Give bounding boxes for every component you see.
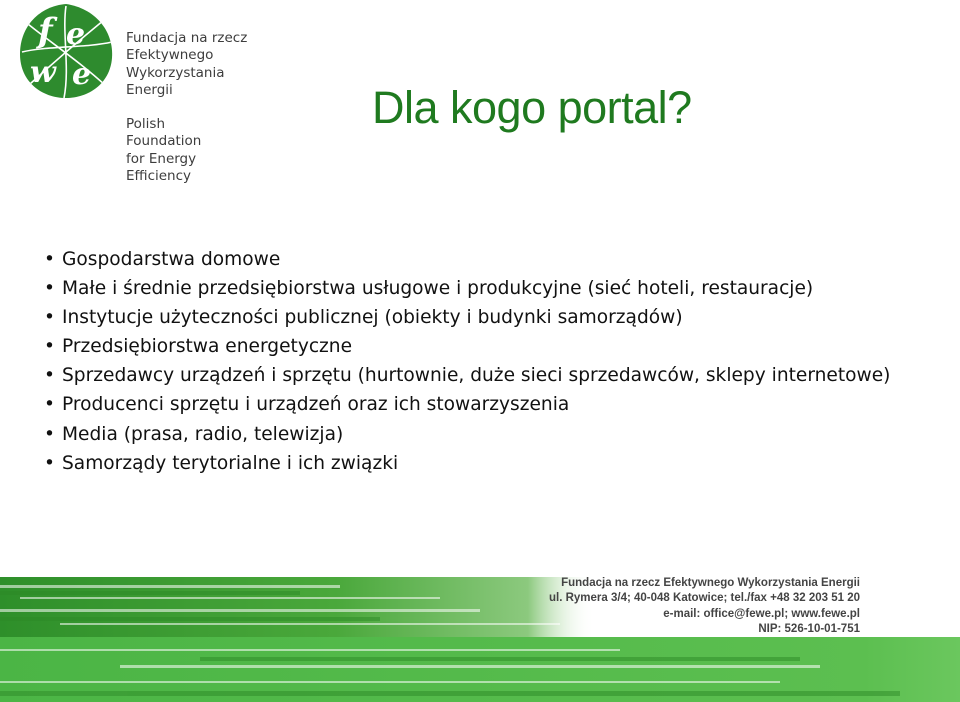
bullet-list	[44, 245, 890, 478]
footer-line: Fundacja na rzecz Efektywnego Wykorzystania Energii	[561, 577, 860, 589]
svg-text:w: w	[30, 55, 56, 90]
bullet-item: • Samorządy terytorialne i ich związki	[44, 449, 890, 478]
footer-line: e-mail: office@fewe.pl; www.fewe.pl	[663, 607, 860, 620]
logo-name-en-line: Polish	[126, 116, 166, 133]
footer-contact	[549, 576, 860, 638]
footer-line: NIP: 526-10-01-751	[758, 623, 860, 636]
logo-name-pl-line: Fundacja na rzecz	[126, 30, 248, 46]
bullet-item: • Sprzedawcy urządzeń i sprzętu (hurtownie, duże sieci sprzedawców, sklepy internetowe)	[44, 361, 890, 390]
footer-line: ul. Rymera 3/4; 40-048 Katowice; tel./fax +48 32 203 51 20	[549, 592, 860, 605]
logo-name-en-line: Foundation	[126, 133, 202, 150]
slide-title: Dla kogo portal?	[372, 82, 692, 133]
bullet-item: • Media (prasa, radio, telewizja)	[44, 420, 890, 449]
logo-name-pl-line: Efektywnego	[126, 47, 214, 64]
bullet-item: • Przedsiębiorstwa energetyczne	[44, 332, 890, 361]
svg-text:e: e	[66, 17, 86, 52]
bullet-item: • Gospodarstwa domowe	[44, 245, 890, 274]
svg-text:e: e	[72, 57, 92, 92]
bullet-item: • Małe i średnie przedsiębiorstwa usługowe i produkcyjne (sieć hoteli, restauracje)	[44, 274, 890, 303]
logo-wordmark	[126, 30, 247, 185]
logo-name-en-line: for Energy	[126, 150, 197, 167]
logo-name-pl-line: Wykorzystania	[126, 64, 225, 81]
bullet-item: • Instytucje użyteczności publicznej (obiekty i budynki samorządów)	[44, 303, 890, 332]
logo-name-pl-line: Energii	[126, 81, 173, 98]
fewe-logo-icon	[16, 2, 116, 100]
logo-name-en-line: Efficiency	[126, 168, 192, 185]
bullet-item: • Producenci sprzętu i urządzeń oraz ich stowarzyszenia	[44, 390, 890, 419]
svg-text:f: f	[38, 11, 53, 51]
